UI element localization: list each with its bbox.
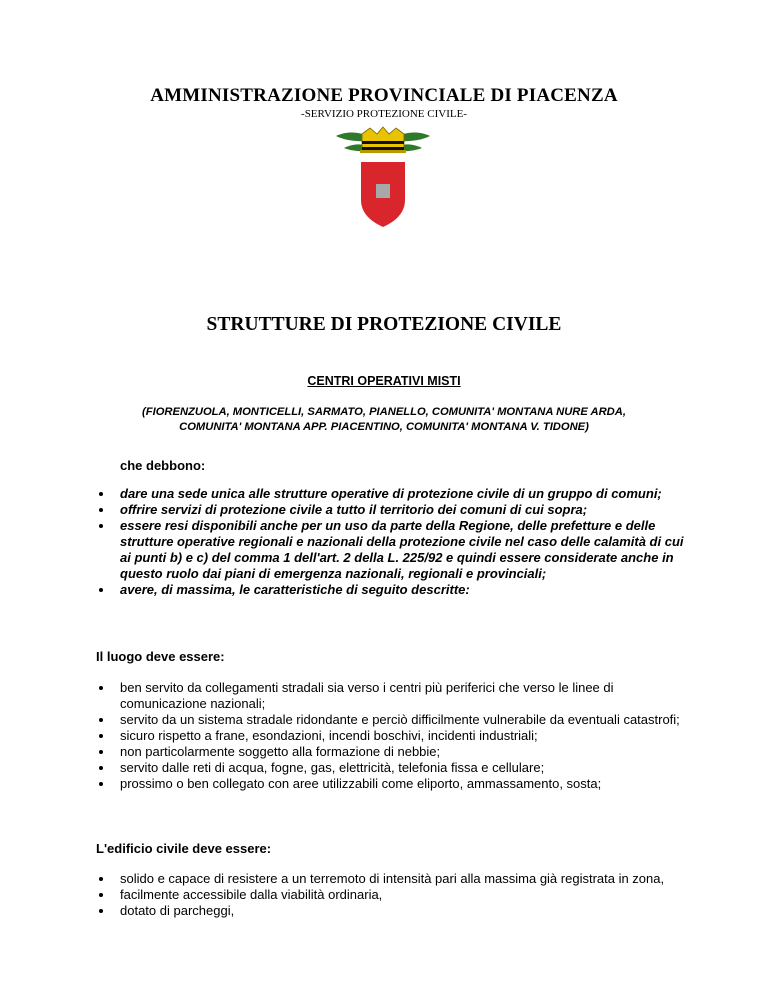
list-item: non particolarmente soggetto alla formazione di nebbie; xyxy=(96,744,686,760)
duties-list xyxy=(96,486,686,598)
section-heading: CENTRI OPERATIVI MISTI xyxy=(307,374,461,388)
service-subtitle: -SERVIZIO PROTEZIONE CIVILE- xyxy=(301,108,467,120)
list-item: solido e capace di resistere a un terremoto di intensità pari alla massima già registrata in zona, xyxy=(96,871,686,887)
locations-line: (FIORENZUOLA, MONTICELLI, SARMATO, PIANELLO, COMUNITA' MONTANA NURE ARDA, xyxy=(142,406,626,418)
list-item: essere resi disponibili anche per un uso da parte della Regione, delle prefetture e delle strutture operative regionali e nazionali della protezione civile nel caso delle calamità di cui ai punti b) e c) del comma 1 dell'art. 2 della L. 225/92 e quindi essere considerate anche in questo ruolo dai piani di emergenza nazionali, regionali e provinciali; xyxy=(96,518,686,582)
provincial-coat-of-arms-icon xyxy=(330,126,436,230)
list-item: dare una sede unica alle strutture operative di protezione civile di un gruppo di comuni; xyxy=(96,486,686,502)
intro-text: che debbono: xyxy=(120,458,206,473)
list-item: facilmente accessibile dalla viabilità ordinaria, xyxy=(96,887,686,903)
building-requirements-list xyxy=(96,871,686,919)
list-item: dotato di parcheggi, xyxy=(96,903,686,919)
place-requirements-label: Il luogo deve essere: xyxy=(96,649,225,664)
list-item: ben servito da collegamenti stradali sia verso i centri più periferici che verso le linee di comunicazione nazionali; xyxy=(96,680,686,712)
list-item: offrire servizi di protezione civile a tutto il territorio dei comuni di cui sopra; xyxy=(96,502,686,518)
place-requirements-list xyxy=(96,680,686,792)
list-item: servito da un sistema stradale ridondante e perciò difficilmente vulnerabile da eventuali catastrofi; xyxy=(96,712,686,728)
list-item: prossimo o ben collegato con aree utilizzabili come eliporto, ammassamento, sosta; xyxy=(96,776,686,792)
locations-line: COMUNITA' MONTANA APP. PIACENTINO, COMUNITA' MONTANA V. TIDONE) xyxy=(179,421,589,433)
list-item: servito dalle reti di acqua, fogne, gas, elettricità, telefonia fissa e cellulare; xyxy=(96,760,686,776)
locations-note xyxy=(90,405,678,435)
building-requirements-label: L'edificio civile deve essere: xyxy=(96,841,272,856)
list-item: sicuro rispetto a frane, esondazioni, incendi boschivi, incidenti industriali; xyxy=(96,728,686,744)
list-item: avere, di massima, le caratteristiche di seguito descritte: xyxy=(96,582,686,598)
organization-title: AMMINISTRAZIONE PROVINCIALE DI PIACENZA xyxy=(150,85,618,106)
document-title: STRUTTURE DI PROTEZIONE CIVILE xyxy=(206,314,562,335)
